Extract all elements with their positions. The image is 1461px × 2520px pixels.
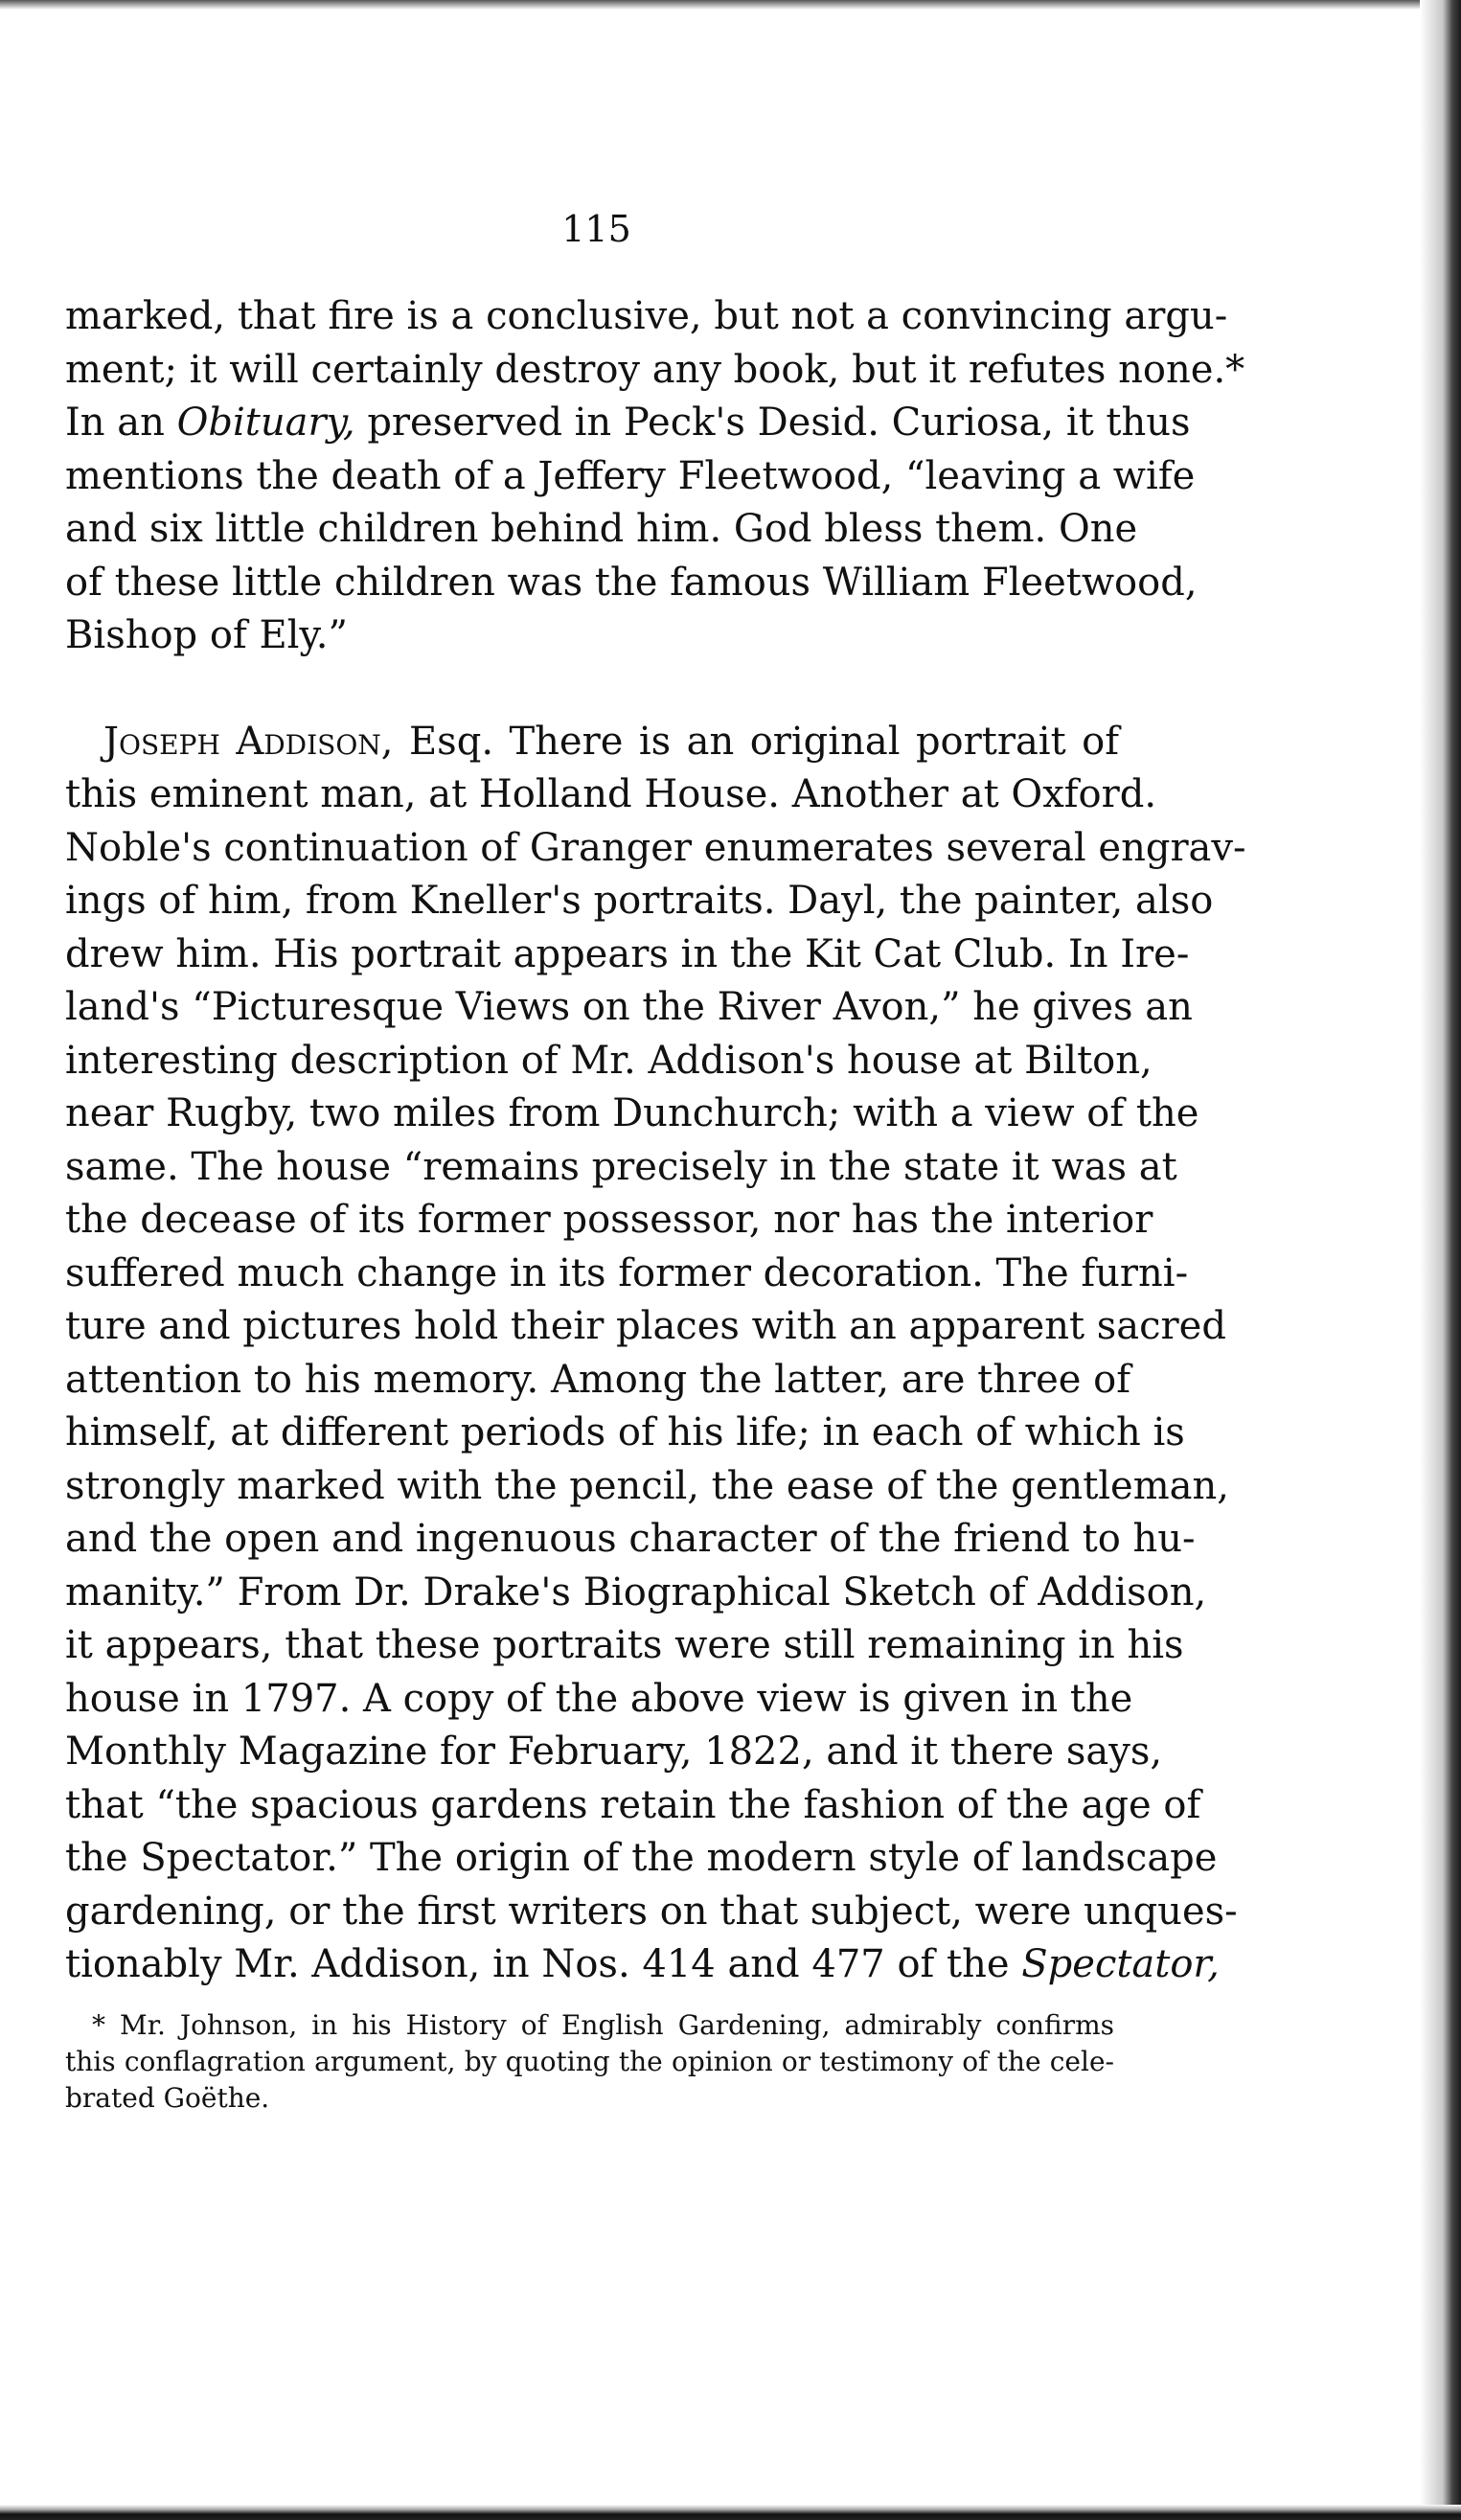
text-line: mentions the death of a Jeffery Fleetwood, “leaving a wife: [65, 453, 1196, 498]
text-line: marked, that fire is a conclusive, but not a convincing argu-: [65, 294, 1228, 338]
page-top-edge-shadow: [0, 0, 1461, 10]
text-line: gardening, or the first writers on that subject, were unques-: [65, 1889, 1238, 1934]
page-bottom-edge-shadow: [0, 2505, 1461, 2520]
text-line: ture and pictures hold their places with an apparent sacred: [65, 1304, 1226, 1348]
text-line: suffered much change in its former decoration. The furni-: [65, 1250, 1189, 1295]
text-line: drew him. His portrait appears in the Kit Cat Club. In Ire-: [65, 931, 1190, 976]
text-line: attention to his memory. Among the latter, are three of: [65, 1357, 1131, 1402]
page-number: 115: [561, 208, 631, 250]
text-line: land's “Picturesque Views on the River Avon,” he gives an: [65, 985, 1193, 1029]
text-line: house in 1797. A copy of the above view is given in the: [65, 1676, 1133, 1721]
paragraph-gap: [65, 663, 1119, 716]
text-line: strongly marked with the pencil, the ease of the gentleman,: [65, 1463, 1229, 1508]
body-text: [65, 290, 1246, 1992]
text-line: of these little children was the famous William Fleetwood,: [65, 560, 1198, 605]
text-line: interesting description of Mr. Addison's house at Bilton,: [65, 1038, 1153, 1083]
text-line: ings of him, from Kneller's portraits. Dayl, the painter, also: [65, 879, 1214, 923]
footnote-line: this conflagration argument, by quoting the opinion or testimony of the cele-: [65, 2046, 1114, 2077]
heading-joseph-addison: Joseph Addison,: [103, 719, 394, 764]
text-line: this eminent man, at Holland House. Another at Oxford.: [65, 772, 1157, 816]
footnote-line: * Mr. Johnson, in his History of English Gardening, admirably confirms: [92, 2009, 1114, 2041]
text-line: Bishop of Ely.”: [65, 613, 348, 657]
footnote: [65, 2007, 1114, 2117]
text-line: same. The house “remains precisely in the state it was at: [65, 1144, 1177, 1189]
italic-spectator: Spectator,: [1021, 1942, 1220, 1986]
text-line: Noble's continuation of Granger enumerates several engrav-: [65, 825, 1246, 870]
text-run: Esq. There is an original portrait of: [393, 719, 1120, 764]
text-line: the Spectator.” The origin of the modern style of landscape: [65, 1836, 1218, 1880]
text-line: himself, at different periods of his life; in each of which is: [65, 1410, 1185, 1455]
text-line: Monthly Magazine for February, 1822, and it there says,: [65, 1730, 1163, 1774]
text-run: tionably Mr. Addison, in Nos. 414 and 477 of the: [65, 1942, 1022, 1986]
italic-obituary: Obituary,: [176, 401, 355, 445]
text-line: [65, 397, 1191, 450]
text-line: it appears, that these portraits were still remaining in his: [65, 1623, 1184, 1667]
footnote-line: brated Goëthe.: [65, 2082, 270, 2114]
text-run: In an: [65, 401, 177, 445]
text-line: the decease of its former possessor, nor has the interior: [65, 1198, 1153, 1242]
text-line: [65, 716, 1119, 769]
page-binding-edge-shadow: [1420, 0, 1461, 2520]
text-line: that “the spacious gardens retain the fashion of the age of: [65, 1782, 1201, 1827]
text-line: [65, 1938, 1220, 1992]
text-line: manity.” From Dr. Drake's Biographical Sketch of Addison,: [65, 1569, 1207, 1615]
text-line: and six little children behind him. God bless them. One: [65, 507, 1138, 551]
text-line: and the open and ingenuous character of the friend to hu-: [65, 1517, 1196, 1561]
text-line: near Rugby, two miles from Dunchurch; with a view of the: [65, 1091, 1199, 1135]
text-line: ment; it will certainly destroy any book, but it refutes none.*: [65, 347, 1245, 392]
text-run: preserved in Peck's Desid. Curiosa, it thus: [354, 401, 1191, 445]
